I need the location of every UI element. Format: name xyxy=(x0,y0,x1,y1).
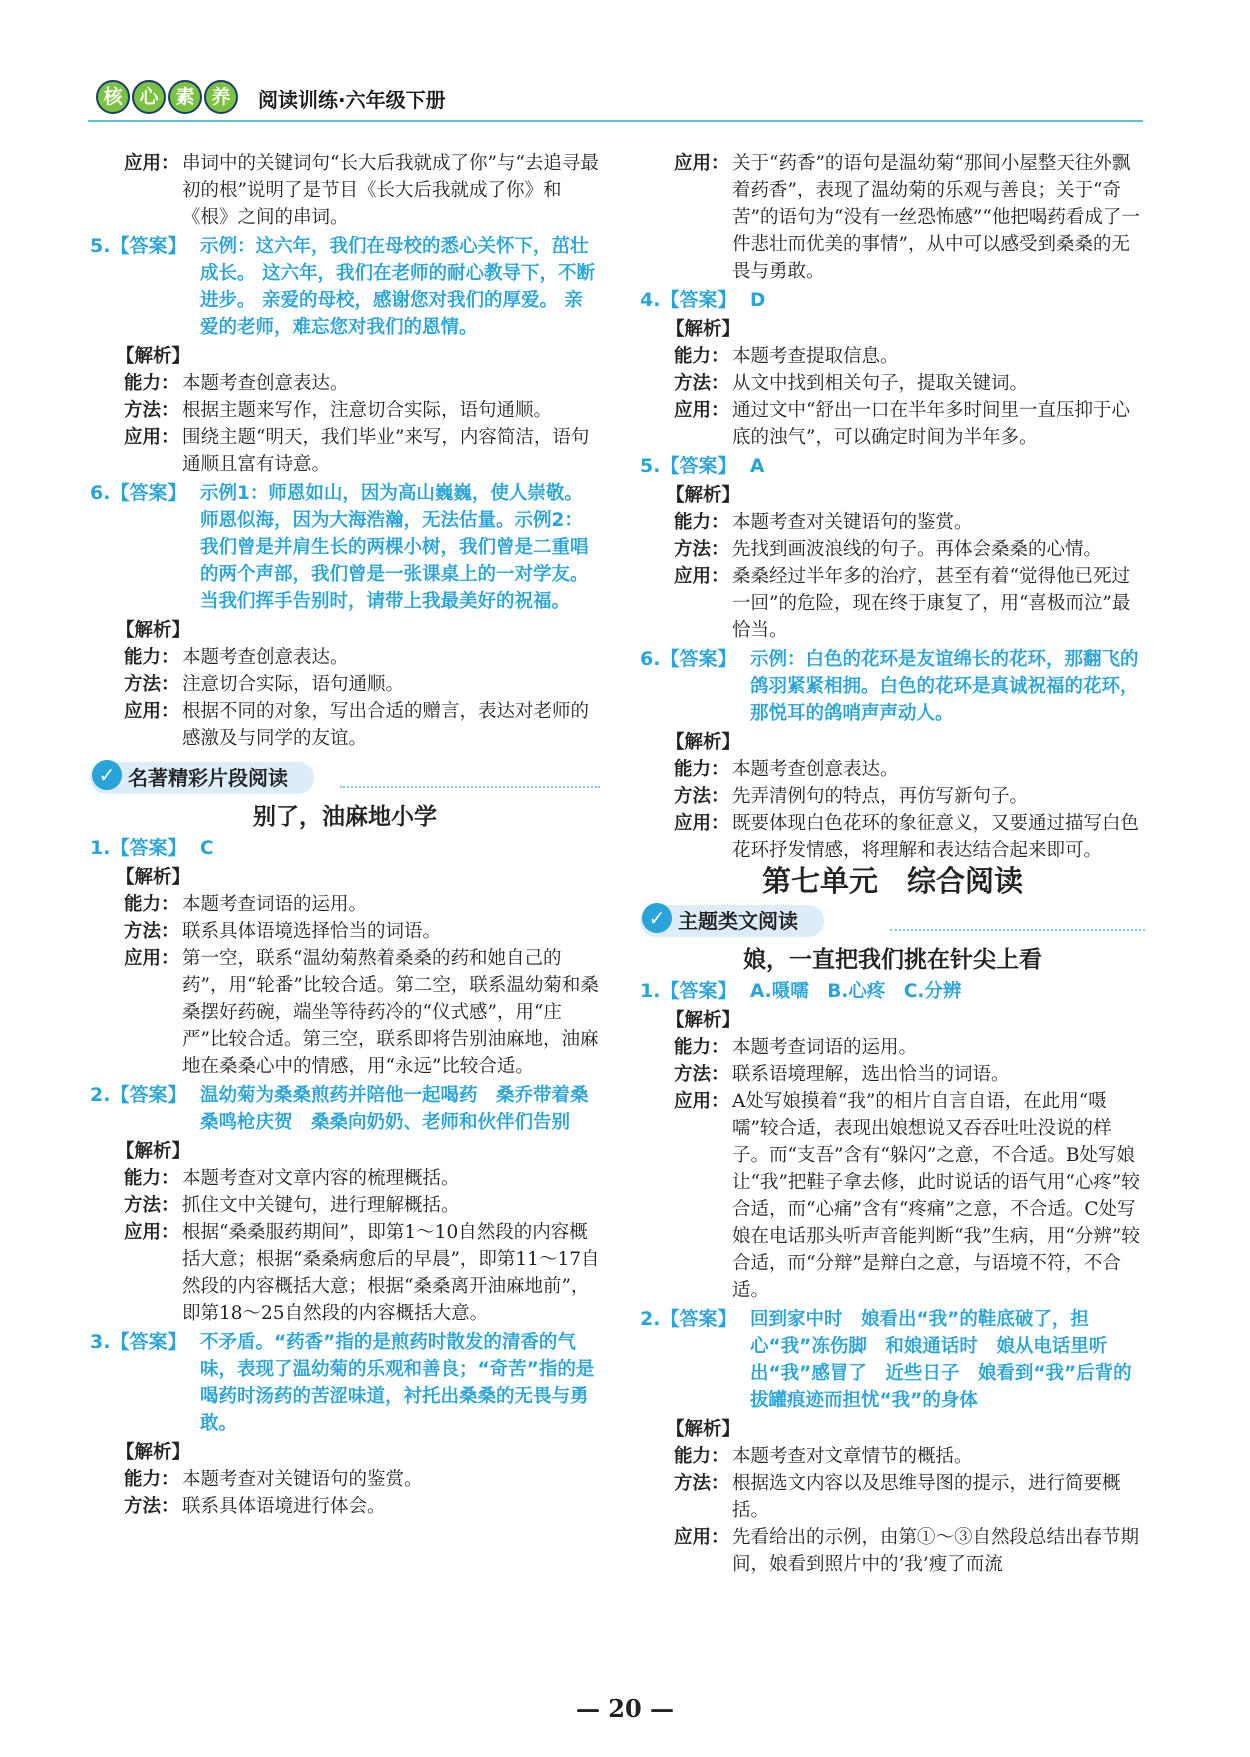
apply-row: 应用： 围绕主题“明天，我们毕业”来写，内容简洁，语句通顺且富有诗意。 xyxy=(124,427,590,475)
answer-row: 1.【答案】 A.嗫嚅 B.心疼 C.分辨 xyxy=(640,980,962,1002)
apply-row: 应用： A处写娘摸着“我”的相片自言自语，在此用“嗫嚅”较合适，表现出娘想说又吞吞吐吐没说的样子。而“支吾”含有“躲闪”之意，不合适。B处写娘让“我”把鞋子拿去修，此时说话的语气用“心疼”较合适，而“心痛”含有“疼痛”之意，不合适。C处写娘在电话那头听声音能判断“我”生病，用“分辨”较合适，而“分辩”是辩白之意，与语境不符，不合适。 xyxy=(674,1091,1140,1301)
apply-row: 应用： 先看给出的示例，由第①～③自然段总结出春节期间，娘看到照片中的‘我’瘦了而流 xyxy=(674,1527,1140,1575)
method-row: 方法： 先弄清例句的特点，再仿写新句子。 xyxy=(674,786,1029,807)
apply-row: 应用： 通过文中“舒出一口在半年多时间里一直压抑于心底的浊气”，可以确定时间为半年多。 xyxy=(674,400,1130,448)
ability-row: 能力： 本题考查创意表达。 xyxy=(124,647,349,668)
ability-row: 能力： 本题考查对关键语句的鉴赏。 xyxy=(674,512,973,533)
method-row: 方法： 根据主题来写作，注意切合实际，语句通顺。 xyxy=(124,400,553,421)
method-row: 方法： 联系具体语境进行体会。 xyxy=(124,1496,386,1517)
article-title: 娘，一直把我们挑在针尖上看 xyxy=(743,947,1042,973)
apply-row: 应用： 根据“桑桑服药期间”，即第1～10自然段的内容概括大意；根据“桑桑病愈后的早晨”，即第11～17自然段的内容概括大意；根据“桑桑离开油麻地前”，即第18～25自然段的内容概括大意。 xyxy=(124,1222,600,1324)
dotted-rule xyxy=(890,929,1145,931)
ability-row: 能力： 本题考查对文章内容的梳理概括。 xyxy=(124,1168,460,1189)
left-column xyxy=(90,150,600,1520)
ability-row: 能力： 本题考查对关键语句的鉴赏。 xyxy=(124,1469,423,1490)
method-row: 方法： 先找到画波浪线的句子。再体会桑桑的心情。 xyxy=(674,539,1103,560)
analysis-label: 【解析】 xyxy=(666,485,741,506)
answer-row: 2.【答案】 温幼菊为桑桑煎药并陪他一起喝药 桑乔带着桑桑鸣枪庆贺 桑桑向奶奶、老师和伙伴们告别 xyxy=(90,1084,589,1133)
logo-char: 养 xyxy=(204,80,238,114)
answer-row: 5.【答案】 A xyxy=(640,455,765,477)
ability-row: 能力： 本题考查创意表达。 xyxy=(674,759,899,780)
section-banner: 主题类文阅读 ✓ xyxy=(640,901,1145,941)
checkmark-icon: ✓ xyxy=(642,903,672,933)
answer-row: 2.【答案】 回到家中时 娘看出“我”的鞋底破了，担心“我”冻伤脚 和娘通话时 娘从电话里听出“我”感冒了 近些日子 娘看到“我”后背的拔罐痕迹而担忧“我”的身体 xyxy=(640,1308,1132,1411)
logo-char: 核 xyxy=(96,80,130,114)
answer-row: 6.【答案】 示例1：师恩如山，因为高山巍巍，使人崇敬。师恩似海，因为大海浩瀚，无法估量。示例2：我们曾是并肩生长的两棵小树，我们曾是二重唱的两个声部，我们曾是一张课桌上的一对学友。当我们挥手告别时，请带上我最美好的祝福。 xyxy=(90,482,589,612)
answer-row: 6.【答案】 示例：白色的花环是友谊绵长的花环，那翻飞的鸽羽紧紧相拥。白色的花环是真诚祝福的花环，那悦耳的鸽哨声声动人。 xyxy=(640,648,1139,724)
analysis-label: 【解析】 xyxy=(116,620,191,641)
checkmark-icon: ✓ xyxy=(92,760,122,790)
logo-char: 心 xyxy=(132,80,166,114)
analysis-label: 【解析】 xyxy=(666,732,741,753)
page-header xyxy=(88,78,1143,122)
analysis-label: 【解析】 xyxy=(666,319,741,340)
header-rule xyxy=(88,120,1143,122)
dotted-rule xyxy=(340,786,600,788)
analysis-label: 【解析】 xyxy=(116,1141,191,1162)
right-column xyxy=(640,150,1145,1578)
ability-row: 能力： 本题考查提取信息。 xyxy=(674,346,899,367)
method-row: 方法： 注意切合实际，语句通顺。 xyxy=(124,674,405,695)
apply-row: 应用： 关于“药香”的语句是温幼菊“那间小屋整天往外飘着药香”，表现了温幼菊的乐观与善良；关于“奇苦”的语句为“没有一丝恐怖感”“他把喝药看成了一件悲壮而优美的事情”，从中可以感受到桑桑的无畏与勇敢。 xyxy=(674,153,1140,282)
apply-row: 应用： 根据不同的对象，写出合适的赠言，表达对老师的感激及与同学的友谊。 xyxy=(124,701,590,749)
analysis-label: 【解析】 xyxy=(116,867,191,888)
logo-char: 素 xyxy=(168,80,202,114)
ability-row: 能力： 本题考查词语的运用。 xyxy=(674,1037,918,1058)
analysis-label: 【解析】 xyxy=(116,1442,191,1463)
apply-row: 应用： 既要体现白色花环的象征意义，又要通过描写白色花环抒发情感，将理解和表达结合起来即可。 xyxy=(674,813,1140,861)
method-row: 方法： 抓住文中关键句，进行理解概括。 xyxy=(124,1195,460,1216)
unit-title: 第七单元 综合阅读 xyxy=(761,864,1023,898)
series-logo xyxy=(96,80,238,114)
method-row: 方法： 联系具体语境选择恰当的词语。 xyxy=(124,921,442,942)
answer-row: 3.【答案】 不矛盾。“药香”指的是煎药时散发的清香的气味，表现了温幼菊的乐观和善良；“奇苦”指的是喝药时汤药的苦涩味道，衬托出桑桑的无畏与勇敢。 xyxy=(90,1331,595,1434)
section-banner: 名著精彩片段阅读 ✓ xyxy=(90,758,600,798)
ability-row: 能力： 本题考查对文章情节的概括。 xyxy=(674,1446,973,1467)
answer-row: 1.【答案】 C xyxy=(90,837,214,859)
article-title: 别了，油麻地小学 xyxy=(253,804,437,830)
method-row: 方法： 联系语境理解，选出恰当的词语。 xyxy=(674,1064,1010,1085)
page-number: — 20 — xyxy=(575,1694,675,1723)
analysis-label: 【解析】 xyxy=(666,1419,741,1440)
analysis-label: 【解析】 xyxy=(666,1010,741,1031)
answer-row: 5.【答案】 示例：这六年，我们在母校的悉心关怀下，茁壮成长。 这六年，我们在老师的耐心教导下，不断进步。 亲爱的母校，感谢您对我们的厚爱。 亲爱的老师，难忘您对我们的恩情。 xyxy=(90,235,595,338)
method-row: 方法： 根据选文内容以及思维导图的提示，进行简要概括。 xyxy=(674,1473,1121,1521)
ability-row: 能力： 本题考查词语的运用。 xyxy=(124,894,368,915)
method-row: 方法： 从文中找到相关句子，提取关键词。 xyxy=(674,373,1029,394)
apply-row: 应用： 桑桑经过半年多的治疗，甚至有着“觉得他已死过一回”的危险，现在终于康复了，用“喜极而泣”最恰当。 xyxy=(674,566,1131,641)
ability-row: 能力： 本题考查创意表达。 xyxy=(124,373,349,394)
answer-row: 4.【答案】 D xyxy=(640,289,766,311)
apply-row: 应用： 第一空，联系“温幼菊熬着桑桑的药和她自己的药”，用“轮番”比较合适。第二空，联系温幼菊和桑桑摆好药碗，端坐等待药冷的“仪式感”，用“庄严”比较合适。第三空，联系即将告别油麻地，油麻地在桑桑心中的情感，用“永远”比较合适。 xyxy=(124,948,599,1077)
apply-row: 应用： 串词中的关键词句“长大后我就成了你”与“去追寻最初的根”说明了是节目《长大后我就成了你》和《根》之间的串词。 xyxy=(124,153,599,228)
book-subtitle: 阅读训练·六年级下册 xyxy=(258,88,446,112)
analysis-label: 【解析】 xyxy=(116,346,191,367)
